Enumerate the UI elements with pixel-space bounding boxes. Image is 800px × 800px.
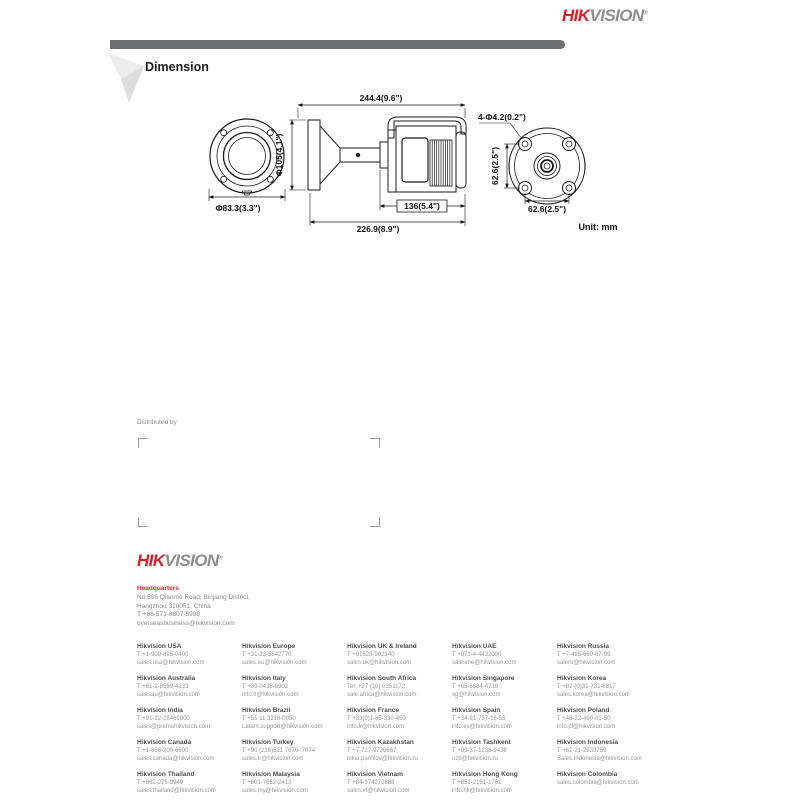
- contact-region-name: Hikvision Indonesia: [557, 739, 619, 746]
- contact-region-name: Hikvision Colombia: [557, 771, 618, 778]
- contact-phone: T +7-495-669-67-99: [557, 652, 611, 658]
- contact-block: [347, 707, 452, 731]
- contact-block: [452, 707, 557, 731]
- dim-base-width: 62.6(2.5"): [527, 204, 567, 214]
- contact-phone: T +31-23-5542770: [242, 652, 292, 658]
- contact-phone: T +84-974270888: [347, 780, 395, 786]
- contact-phone: T +33(0)1-85-330-450: [347, 716, 406, 722]
- contacts-column: [347, 643, 452, 800]
- dim-total-length: 226.9(8.9"): [356, 224, 400, 234]
- contact-email: sales.uk@hikvision.com: [347, 660, 412, 666]
- contact-block: [347, 643, 452, 667]
- dim-base-height: 62.6(2.5"): [490, 146, 500, 186]
- contact-region-name: Hikvision UK & Ireland: [347, 643, 417, 650]
- contact-email: Latam.support@hikvision.com: [242, 724, 323, 730]
- contact-block: [347, 675, 452, 699]
- contact-phone: T +601-7652-2413: [242, 780, 292, 786]
- contact-phone: T +61-2-8599-4233: [137, 684, 189, 690]
- dim-body-length: 136(5.4"): [404, 201, 440, 211]
- contact-phone: T +662-275-9949: [137, 780, 184, 786]
- contact-region-name: Hikvision Korea: [557, 675, 607, 682]
- contact-block: [452, 771, 557, 795]
- contact-region-name: Hikvision Spain: [452, 707, 501, 714]
- contact-block: [242, 771, 347, 795]
- contact-phone: Tel: +27 (10) 0351172: [347, 684, 406, 690]
- contact-block: [242, 675, 347, 699]
- contact-region-name: Hikvision Canada: [137, 739, 192, 746]
- dim-top-length: 244.4(9.6"): [359, 93, 403, 103]
- logo-vision-text: VISION: [164, 551, 219, 570]
- contact-email: Sales.Indonesia@hikvision.com: [557, 756, 642, 762]
- corner-mark-top-right: [370, 438, 380, 448]
- contact-region-name: Hikvision UAE: [452, 643, 497, 650]
- contact-email: salesme@hikvision.com: [452, 660, 517, 666]
- corner-mark-bottom-right: [370, 517, 380, 527]
- contact-email: sales.my@hikvision.com: [242, 788, 308, 794]
- logo-hik-text: HIK: [562, 6, 590, 25]
- contact-block: [137, 675, 242, 699]
- contact-block: [452, 739, 557, 763]
- logo-hik-text: HIK: [137, 551, 165, 570]
- unit-label: Unit: mm: [578, 222, 618, 232]
- contact-email: sales.usa@hikvision.com: [137, 660, 205, 666]
- contact-block: [137, 739, 242, 763]
- chevron-decoration-icon: [106, 53, 146, 105]
- contacts-column: [137, 643, 242, 800]
- contact-phone: T +82-(0)31-731-8817: [557, 684, 616, 690]
- contact-phone: T +7-727-9730667: [347, 748, 397, 754]
- contact-email: saleru@hikvision.com: [557, 660, 616, 666]
- contact-region-name: Hikvision USA: [137, 643, 182, 650]
- headquarters-address-line: Hangzhou 310051, China: [137, 602, 211, 610]
- contact-block: [452, 643, 557, 667]
- registered-mark: ®: [643, 10, 648, 17]
- contact-phone: T +01628-902140: [347, 652, 395, 658]
- contact-phone: T +34-91-737-16-55: [452, 716, 506, 722]
- logo-vision-text: VISION: [589, 6, 644, 25]
- contact-phone: T +55 11 3318-0050: [242, 716, 296, 722]
- corner-mark-top-left: [138, 438, 148, 448]
- contact-phone: T +62-21-2933759: [557, 748, 607, 754]
- contact-region-name: Hikvision Tashkent: [452, 739, 511, 746]
- contact-region-name: Hikvision India: [137, 707, 183, 714]
- contact-phone: T +65-6684-4718: [452, 684, 499, 690]
- contact-phone: T +91-22-28469900: [137, 716, 190, 722]
- contact-email: salesau@hikvision.com: [137, 692, 200, 698]
- contact-email: sales.korea@hikvision.com: [557, 692, 630, 698]
- headquarters-label: Headquarters: [137, 585, 179, 592]
- contact-region-name: Hikvision Poland: [557, 707, 610, 714]
- contact-block: [347, 739, 452, 763]
- dim-hole-spec: 4-Φ4.2(0.2"): [478, 112, 526, 122]
- contact-region-name: Hikvision Italy: [242, 675, 286, 682]
- hikvision-logo: [562, 6, 647, 26]
- contact-region-name: Hikvision Hong Kong: [452, 771, 518, 778]
- contact-region-name: Hikvision France: [347, 707, 400, 714]
- headquarters-phone: T +86-571-8807-5998: [137, 611, 200, 618]
- dimension-drawing: [190, 90, 660, 240]
- headquarters-email: overseasbusiness@hikvision.com: [137, 619, 235, 627]
- contact-region-name: Hikvision Singapore: [452, 675, 515, 682]
- contact-region-name: Hikvision Kazakhstan: [347, 739, 414, 746]
- headquarters-block: [137, 585, 250, 628]
- hikvision-footer-logo: [137, 551, 222, 571]
- contacts-column: [557, 643, 662, 800]
- contact-block: [242, 707, 347, 731]
- contact-block: [242, 643, 347, 667]
- contact-email: sg@hikvision.com: [452, 692, 501, 698]
- contact-block: [137, 643, 242, 667]
- contact-email: sales.vt@hikvision.com: [347, 788, 410, 794]
- contact-email: info.hk@hikvision.com: [452, 788, 512, 794]
- contact-email: sales.tr@hikvision.com: [242, 756, 304, 762]
- contacts-grid: [137, 643, 662, 800]
- contact-email: sales.thailand@hikvision.com: [137, 788, 216, 794]
- contact-email: sales@pramahikvision.com: [137, 724, 211, 730]
- contact-region-name: Hikvision South Africa: [347, 675, 417, 682]
- contact-phone: T +1-909-895-0400: [137, 652, 189, 658]
- contact-email: info.pl@hikvision.com: [557, 724, 616, 730]
- contact-phone: T +48-22-460-01-50: [557, 716, 611, 722]
- contact-email: info.fr@hikvision.com: [347, 724, 405, 730]
- contact-phone: T +971-4-4432090: [452, 652, 502, 658]
- section-divider-bar: [110, 40, 565, 49]
- contact-region-name: Hikvision Australia: [137, 675, 196, 682]
- contact-block: [137, 771, 242, 795]
- registered-mark: ®: [218, 555, 223, 562]
- contact-email: sales.canada@hikvision.com: [137, 756, 215, 762]
- contact-phone: T +852-2151-1761: [452, 780, 502, 786]
- contact-region-name: Hikvision Russia: [557, 643, 610, 650]
- contacts-column: [242, 643, 347, 800]
- headquarters-address-line: No.555 Qianmo Road, Binjiang District,: [137, 594, 251, 601]
- distributor-stamp-box: [138, 438, 380, 527]
- contact-phone: T +1-866-200-6690: [137, 748, 189, 754]
- contact-region-name: Hikvision Thailand: [137, 771, 195, 778]
- contact-block: [557, 771, 662, 787]
- contact-region-name: Hikvision Vietnam: [347, 771, 403, 778]
- dim-face-diameter: Φ105(4.1"): [274, 133, 284, 177]
- contact-phone: T +90 (216)521 7070- 7074: [242, 748, 316, 754]
- contact-block: [452, 675, 557, 699]
- contact-email: sale.africa@hikvision.com: [347, 692, 417, 698]
- contact-region-name: Hikvision Brazil: [242, 707, 291, 714]
- contact-block: [557, 643, 662, 667]
- contact-block: [557, 739, 662, 763]
- contact-region-name: Hikvision Turkey: [242, 739, 294, 746]
- corner-mark-bottom-left: [138, 517, 148, 527]
- distributed-by-label: Distributed by: [137, 419, 177, 426]
- contact-email: info.it@hikvision.com: [242, 692, 299, 698]
- contact-block: [137, 707, 242, 731]
- contacts-column: [452, 643, 557, 800]
- contact-region-name: Hikvision Europe: [242, 643, 296, 650]
- contact-phone: T +39-0438-6902: [242, 684, 289, 690]
- contact-email: nikia.panfilov@hikvision.ru: [347, 756, 418, 762]
- contact-phone: T +99-87-1238-9438: [452, 748, 507, 754]
- contact-block: [242, 739, 347, 763]
- dim-front-diameter: Φ83.3(3.3"): [215, 203, 261, 213]
- contact-block: [557, 675, 662, 699]
- contact-block: [347, 771, 452, 795]
- contact-email: sales.eu@hikvision.com: [242, 660, 307, 666]
- contact-email: info.es@hikvision.com: [452, 724, 512, 730]
- page-title: Dimension: [145, 60, 209, 74]
- contact-email: uzb@hikvision.ru: [452, 756, 498, 762]
- contact-block: [557, 707, 662, 731]
- contact-region-name: Hikvision Malaysia: [242, 771, 300, 778]
- contact-email: sales.colombia@hikvision.com: [557, 780, 639, 786]
